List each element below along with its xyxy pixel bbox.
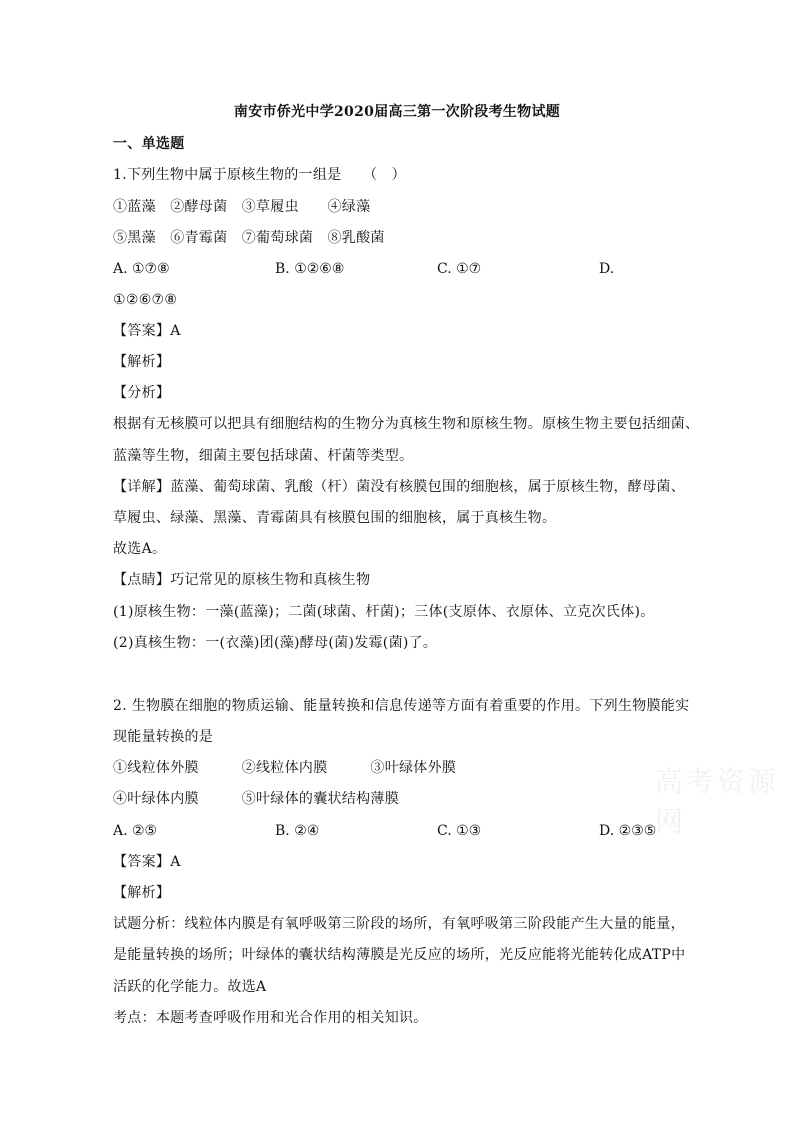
q1-items-line1: ①蓝藻 ②酵母菌 ③草履虫 ④绿藻 [113,199,371,215]
q1-option-d-content: ①②⑥⑦⑧ [113,292,178,308]
q1-fenxi-label: 【分析】 [113,385,171,401]
q1-option-c: C. ①⑦ [437,261,482,277]
q1-tip-line1: (1)原核生物：一藻(蓝藻)；二菌(球菌、杆菌)；三体(支原体、衣原体、立克次氏体)。 [113,604,655,620]
q2-option-b: B. ②④ [275,823,320,839]
q2-items-line1: ①线粒体外膜 ②线粒体内膜 ③叶绿体外膜 [113,760,457,776]
q1-detail-line1: 【详解】蓝藻、葡萄球菌、乳酸（杆）菌没有核膜包围的细胞核，属于原核生物，酵母菌、 [113,479,685,495]
q2-kaodian: 考点：本题考查呼吸作用和光合作用的相关知识。 [113,1010,428,1026]
q2-items-line2: ④叶绿体内膜 ⑤叶绿体的囊状结构薄膜 [113,791,399,807]
q2-explanation-line1: 试题分析：线粒体内膜是有氧呼吸第三阶段的场所，有氧呼吸第三阶段能产生大量的能量， [113,916,685,932]
q2-option-c: C. ①③ [437,823,482,839]
q2-explanation-line2: 是能量转换的场所；叶绿体的囊状结构薄膜是光反应的场所，光反应能将光能转化成ATP中 [113,947,686,963]
q2-option-a: A. ②⑤ [113,823,158,839]
q2-stem-line1: 2. 生物膜在细胞的物质运输、能量转换和信息传递等方面有着重要的作用。下列生物膜能实 [113,698,690,714]
q1-answer: 【答案】A [113,323,181,339]
section-heading: 一、单选题 [113,136,185,152]
q1-conclusion: 故选A。 [113,541,167,557]
page-title: 南安市侨光中学2020届高三第一次阶段考生物试题 [233,104,561,120]
q1-items-line2: ⑤黑藻 ⑥青霉菌 ⑦葡萄球菌 ⑧乳酸菌 [113,230,385,246]
q1-option-b: B. ①②⑥⑧ [275,261,345,277]
q1-tip-line2: (2)真核生物：一(衣藻)团(藻)酵母(菌)发霉(菌)了。 [113,635,438,651]
q2-option-d: D. ②③⑤ [599,823,657,839]
q1-option-d: D. [599,261,615,277]
q2-stem-line2: 现能量转换的是 [113,729,214,745]
watermark: 高考资源网 [655,765,780,838]
q2-answer: 【答案】A [113,854,181,870]
q2-analysis-label: 【解析】 [113,885,171,901]
q1-detail-line2: 草履虫、绿藻、黑藻、青霉菌具有核膜包围的细胞核，属于真核生物。 [113,510,557,526]
q1-fenxi-line1: 根据有无核膜可以把具有细胞结构的生物分为真核生物和原核生物。原核生物主要包括细菌、 [113,416,700,432]
q1-stem: 1.下列生物中属于原核生物的一组是 （ ） [113,167,406,183]
q2-explanation-line3: 活跃的化学能力。故选A [113,979,267,995]
q1-fenxi-line2: 蓝藻等生物，细菌主要包括球菌、杆菌等类型。 [113,448,414,464]
q1-tip-label: 【点睛】巧记常见的原核生物和真核生物 [113,572,371,588]
q1-analysis-label: 【解析】 [113,354,171,370]
q1-option-a: A. ①⑦⑧ [113,261,170,277]
